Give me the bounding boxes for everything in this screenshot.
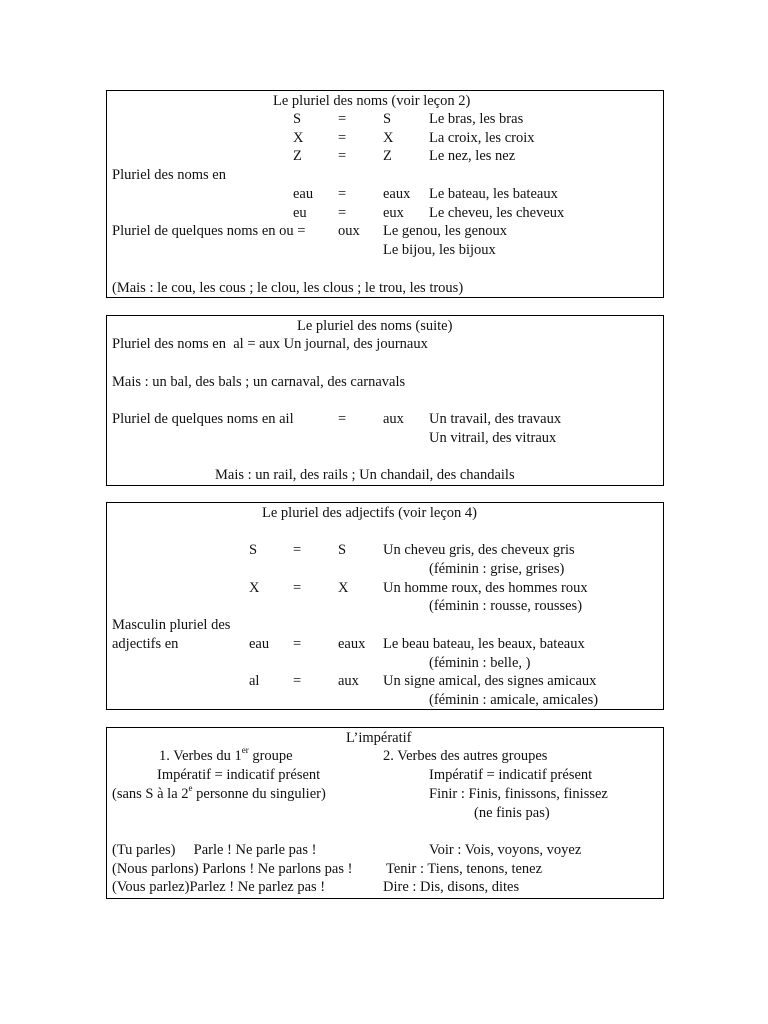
group1-heading: 1. Verbes du 1er groupe	[159, 745, 293, 764]
adj-rule-al-right: aux	[338, 673, 359, 689]
plural-adjectives-title: Le pluriel des adjectifs (voir leçon 4)	[262, 505, 478, 521]
rule-s-eq: =	[338, 111, 347, 127]
adj-rule-s-left: S	[249, 542, 258, 558]
plural-nouns-en-label: Pluriel des noms en	[112, 167, 226, 183]
rule-z-example: Le nez, les nez	[429, 148, 516, 164]
rule-x-eq: =	[338, 130, 347, 146]
rule-s-example: Le bras, les bras	[429, 111, 524, 127]
group2-heading: 2. Verbes des autres groupes	[383, 748, 548, 764]
ail-example-2: Un vitrail, des vitraux	[429, 430, 557, 446]
rule-s-left: S	[293, 111, 302, 127]
adj-rule-x-eq: =	[293, 580, 302, 596]
ail-suffix: aux	[383, 411, 404, 427]
al-rule: Pluriel des noms en al = aux Un journal, des journaux	[112, 336, 428, 352]
finir-conjugation: Finir : Finis, finissons, finissez	[429, 786, 608, 802]
ou-example-1: Le genou, les genoux	[383, 223, 508, 239]
adj-rule-al-example: Un signe amical, des signes amicaux	[383, 673, 597, 689]
tu-parles-line: (Tu parles) Parle ! Ne parle pas !	[112, 842, 317, 858]
adj-rule-al-eq: =	[293, 673, 302, 689]
rule-z-right: Z	[383, 148, 392, 164]
adj-rule-x-left: X	[249, 580, 260, 596]
rule-z-eq: =	[338, 148, 347, 164]
adj-rule-eau-right: eaux	[338, 636, 366, 652]
nous-parlons-line: (Nous parlons) Parlons ! Ne parlons pas !	[112, 861, 353, 877]
masc-plural-label-1: Masculin pluriel des	[112, 617, 231, 633]
tenir-conjugation: Tenir : Tiens, tenons, tenez	[386, 861, 543, 877]
rule-eu-example: Le cheveu, les cheveux	[429, 205, 565, 221]
ou-suffix: oux	[338, 223, 360, 239]
rule-eau-eq: =	[338, 186, 347, 202]
adj-rule-eau-eq: =	[293, 636, 302, 652]
rule-eau-example: Le bateau, les bateaux	[429, 186, 558, 202]
adj-rule-s-example: Un cheveu gris, des cheveux gris	[383, 542, 575, 558]
ail-eq: =	[338, 411, 347, 427]
voir-conjugation: Voir : Vois, voyons, voyez	[429, 842, 582, 858]
ou-exceptions: (Mais : le cou, les cous ; le clou, les clous ; le trou, les trous)	[112, 280, 464, 296]
adj-rule-s-right: S	[338, 542, 347, 558]
adj-rule-x-right: X	[338, 580, 349, 596]
masc-plural-label-2: adjectifs en	[112, 636, 179, 652]
adj-rule-al-left: al	[249, 673, 260, 689]
ou-example-2: Le bijou, les bijoux	[383, 242, 496, 258]
rule-z-left: Z	[293, 148, 302, 164]
rule-s-right: S	[383, 111, 392, 127]
rule-eu-eq: =	[338, 205, 347, 221]
rule-eu-right: eux	[383, 205, 404, 221]
adj-rule-al-feminine: (féminin : amicale, amicales)	[429, 692, 599, 708]
adj-rule-eau-feminine: (féminin : belle, )	[429, 655, 531, 671]
adj-rule-x-example: Un homme roux, des hommes roux	[383, 580, 588, 596]
group1-imperative-rule: Impératif = indicatif présent	[157, 767, 321, 783]
ail-exceptions: Mais : un rail, des rails ; Un chandail, des chandails	[215, 467, 515, 483]
imperative-title: L’impératif	[346, 730, 412, 746]
ail-example-1: Un travail, des travaux	[429, 411, 562, 427]
adj-rule-s-feminine: (féminin : grise, grises)	[429, 561, 565, 577]
rule-x-right: X	[383, 130, 394, 146]
rule-x-example: La croix, les croix	[429, 130, 535, 146]
group2-imperative-rule: Impératif = indicatif présent	[429, 767, 593, 783]
rule-x-left: X	[293, 130, 304, 146]
al-exceptions: Mais : un bal, des bals ; un carnaval, des carnavals	[112, 374, 406, 390]
dire-conjugation: Dire : Dis, disons, dites	[383, 879, 520, 895]
adj-rule-eau-left: eau	[249, 636, 270, 652]
ou-label: Pluriel de quelques noms en ou =	[112, 223, 306, 239]
adj-rule-s-eq: =	[293, 542, 302, 558]
rule-eau-left: eau	[293, 186, 314, 202]
adj-rule-x-feminine: (féminin : rousse, rousses)	[429, 598, 583, 614]
rule-eau-right: eaux	[383, 186, 411, 202]
adj-rule-eau-example: Le beau bateau, les beaux, bateaux	[383, 636, 585, 652]
plural-nouns-title: Le pluriel des noms (voir leçon 2)	[273, 93, 471, 109]
plural-nouns-continued-title: Le pluriel des noms (suite)	[297, 318, 453, 334]
rule-eu-left: eu	[293, 205, 307, 221]
ail-label: Pluriel de quelques noms en ail	[112, 411, 294, 427]
group1-no-s-note: (sans S à la 2e personne du singulier)	[112, 783, 326, 802]
vous-parlez-line: (Vous parlez)Parlez ! Ne parlez pas !	[112, 879, 326, 895]
finir-negative: (ne finis pas)	[474, 805, 550, 821]
